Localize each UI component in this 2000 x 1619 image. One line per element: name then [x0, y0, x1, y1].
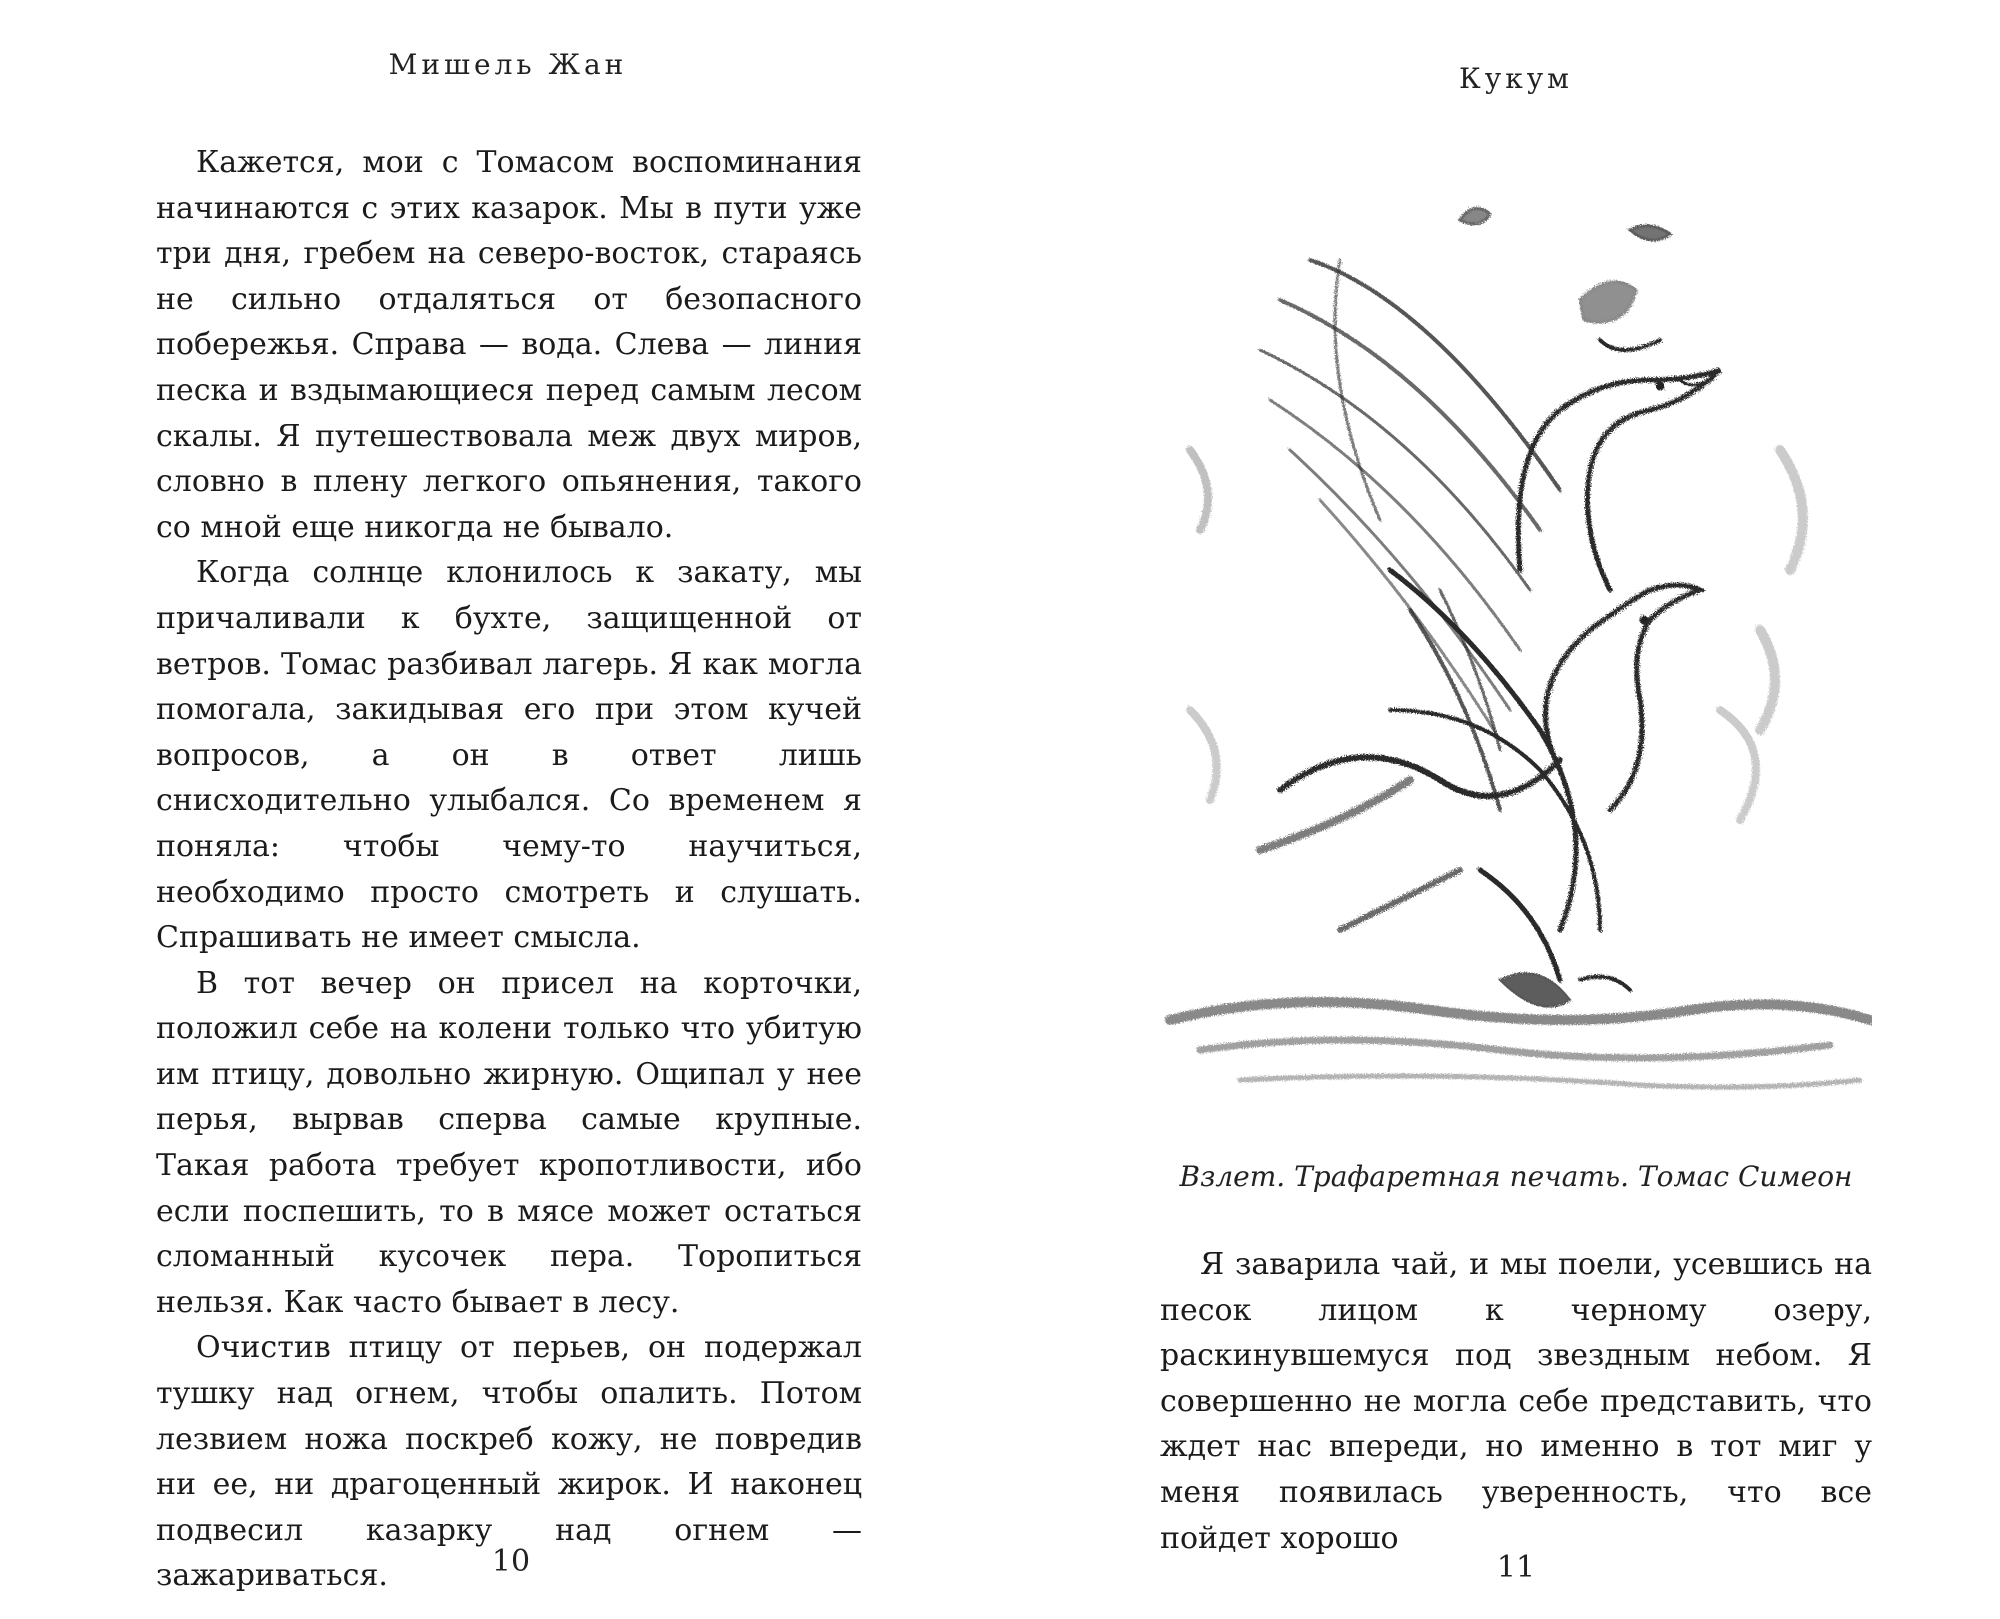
running-head-author: Мишель Жан	[388, 48, 628, 81]
right-page-text	[1160, 1242, 1872, 1561]
paragraph: Очистив птицу от перьев, он подержал тушку над огнем, чтобы опалить. Потом лезвием ножа поскреб кожу, не повредив ни ее, ни драгоценный жирок. И наконец подвесил казарку над огнем — зажариваться.	[156, 1330, 862, 1594]
page-number: 10	[491, 1544, 531, 1579]
paragraph: В тот вечер он присел на корточки, положил себе на колени только что убитую им птицу, довольно жирную. Ощипал у нее перья, вырвав сперва самые крупные. Такая работа требует кропотливости, ибо если поспешить, то в мясе может остаться сломанный кусочек пера. Торопиться нельзя. Как часто бывает в лесу.	[156, 965, 862, 1320]
paragraph: Я заварила чай, и мы поели, усевшись на песок лицом к черному озеру, раскинувшемуся под звездным небом. Я совершенно не могла себе представить, что ждет нас впереди, но именно в тот миг у меня появилась уверенность, что все пойдет хорошо	[1160, 1247, 1872, 1556]
illustration-caption: Взлет. Трафаретная печать. Томас Симеон	[1179, 1160, 1853, 1193]
page-number: 11	[1496, 1550, 1536, 1585]
left-page-text	[156, 140, 862, 1599]
running-head-title: Кукум	[1459, 62, 1573, 95]
right-page	[1000, 0, 2000, 1619]
stencil-print-geese-illustration	[1160, 150, 1872, 1140]
paragraph: Когда солнце клонилось к закату, мы причаливали к бухте, защищенной от ветров. Томас разбивал лагерь. Я как могла помогала, закидывая его при этом кучей вопросов, а он в ответ лишь снисходительно улыбался. Со временем я поняла: чтобы чему-то научиться, необходимо просто смотреть и слушать. Спрашивать не имеет смысла.	[156, 555, 862, 956]
paragraph: Кажется, мои с Томасом воспоминания начинаются с этих казарок. Мы в пути уже три дня, гребем на северо-восток, стараясь не сильно отдаляться от безопасного побережья. Справа — вода. Слева — линия песка и вздымающиеся перед самым лесом скалы. Я путешествовала меж двух миров, словно в плену легкого опьянения, такого со мной еще никогда не бывало.	[156, 145, 862, 545]
